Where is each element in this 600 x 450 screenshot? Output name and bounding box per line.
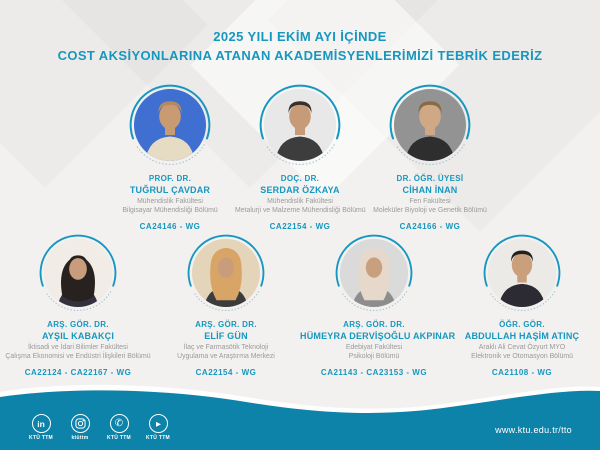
people-row-bottom xyxy=(0,234,600,377)
person-card xyxy=(448,234,596,377)
social-label: KTÜ TTM xyxy=(28,435,54,441)
person-name: SERDAR ÖZKAYA xyxy=(260,185,340,195)
social-link-whatsapp[interactable] xyxy=(104,414,134,441)
person-affiliation-1: İlaç ve Farmasötik Teknoloji xyxy=(183,344,269,351)
social-label: KTÜ TTM xyxy=(106,435,132,441)
people-row-top xyxy=(0,84,600,231)
cost-action-code: CA22154 - WG xyxy=(269,222,331,232)
person-title: PROF. DR. xyxy=(148,174,192,183)
photo-ring xyxy=(187,234,265,312)
instagram-icon xyxy=(71,414,90,433)
person-name: TUĞRUL ÇAVDAR xyxy=(129,185,211,195)
social-link-instagram[interactable] xyxy=(65,414,95,441)
person-card xyxy=(300,234,456,378)
poster-title-line1: 2025 YILI EKİM AYI İÇİNDE xyxy=(213,29,387,44)
photo-ring xyxy=(39,234,117,312)
profile-photo xyxy=(39,234,117,312)
social-label: KTÜ TTM xyxy=(145,435,171,441)
person-card xyxy=(152,234,300,377)
profile-photo xyxy=(259,84,341,166)
person-affiliation-2: Çalışma Ekonomisi ve Endüstri İlişkileri Bölümü xyxy=(5,352,151,360)
person-title: ARŞ. GÖR. DR. xyxy=(47,320,109,329)
social-links xyxy=(26,414,173,441)
person-affiliation-2: Bilgisayar Mühendisliği Bölümü xyxy=(122,206,218,214)
person-affiliation-1: Mühendislik Fakültesi xyxy=(137,198,203,205)
person-title: ARŞ. GÖR. DR. xyxy=(343,320,405,329)
linkedin-icon: in xyxy=(32,414,51,433)
cost-action-code: CA21143 - CA23153 - WG xyxy=(320,368,428,378)
person-name: AYŞIL KABAKÇI xyxy=(41,331,115,341)
person-card xyxy=(105,84,235,231)
profile-photo xyxy=(483,234,561,312)
poster-title xyxy=(0,27,600,65)
whatsapp-icon: ✆ xyxy=(110,414,129,433)
person-affiliation-2: Uygulama ve Araştırma Merkezi xyxy=(177,352,275,360)
cost-action-code: CA22154 - WG xyxy=(195,368,257,378)
cost-action-code: CA22124 - CA22167 - WG xyxy=(24,368,132,378)
profile-photo xyxy=(187,234,265,312)
person-affiliation-1: Araklı Ali Cevat Özyurt MYO xyxy=(478,344,566,351)
person-affiliation-2: Metalurji ve Malzeme Mühendisliği Bölümü xyxy=(235,206,366,214)
photo-ring xyxy=(129,84,211,166)
person-title: DOÇ. DR. xyxy=(280,174,320,183)
website-url[interactable]: www.ktu.edu.tr/tto xyxy=(495,425,572,435)
person-card xyxy=(4,234,152,377)
person-affiliation-2: Moleküler Biyoloji ve Genetik Bölümü xyxy=(373,206,487,214)
person-affiliation-2: Elektronik ve Otomasyon Bölümü xyxy=(471,352,573,360)
person-affiliation-1: İktisadi ve İdari Bilimler Fakültesi xyxy=(28,344,128,351)
person-title: ÖĞR. GÖR. xyxy=(499,320,545,329)
person-card xyxy=(365,84,495,231)
profile-photo xyxy=(129,84,211,166)
photo-ring xyxy=(259,84,341,166)
cost-action-code: CA24146 - WG xyxy=(139,222,201,232)
social-label: ktüttm xyxy=(71,435,89,441)
profile-photo xyxy=(389,84,471,166)
cost-action-code: CA24166 - WG xyxy=(399,222,461,232)
person-name: ABDULLAH HAŞİM ATINÇ xyxy=(464,331,580,341)
profile-photo xyxy=(335,234,413,312)
poster-title-line2: COST AKSİYONLARINA ATANAN AKADEMİSYENLERİMİZİ TEBRİK EDERİZ xyxy=(57,48,543,63)
social-link-linkedin[interactable] xyxy=(26,414,56,441)
photo-ring xyxy=(389,84,471,166)
photo-ring xyxy=(335,234,413,312)
person-name: HÜMEYRA DERVİŞOĞLU AKPINAR xyxy=(300,331,456,341)
youtube-icon: ▶ xyxy=(149,414,168,433)
person-name: ELİF GÜN xyxy=(204,331,248,341)
person-title: ARŞ. GÖR. DR. xyxy=(195,320,257,329)
person-affiliation-2: Psikoloji Bölümü xyxy=(348,352,400,360)
social-link-youtube[interactable] xyxy=(143,414,173,441)
person-affiliation-1: Mühendislik Fakültesi xyxy=(267,198,333,205)
person-title: DR. ÖĞR. ÜYESİ xyxy=(396,174,464,183)
cost-action-code: CA21108 - WG xyxy=(491,368,553,378)
person-card xyxy=(235,84,365,231)
photo-ring xyxy=(483,234,561,312)
person-name: CİHAN İNAN xyxy=(402,185,458,195)
person-affiliation-1: Edebiyat Fakültesi xyxy=(345,344,403,351)
person-affiliation-1: Fen Fakültesi xyxy=(409,198,451,205)
